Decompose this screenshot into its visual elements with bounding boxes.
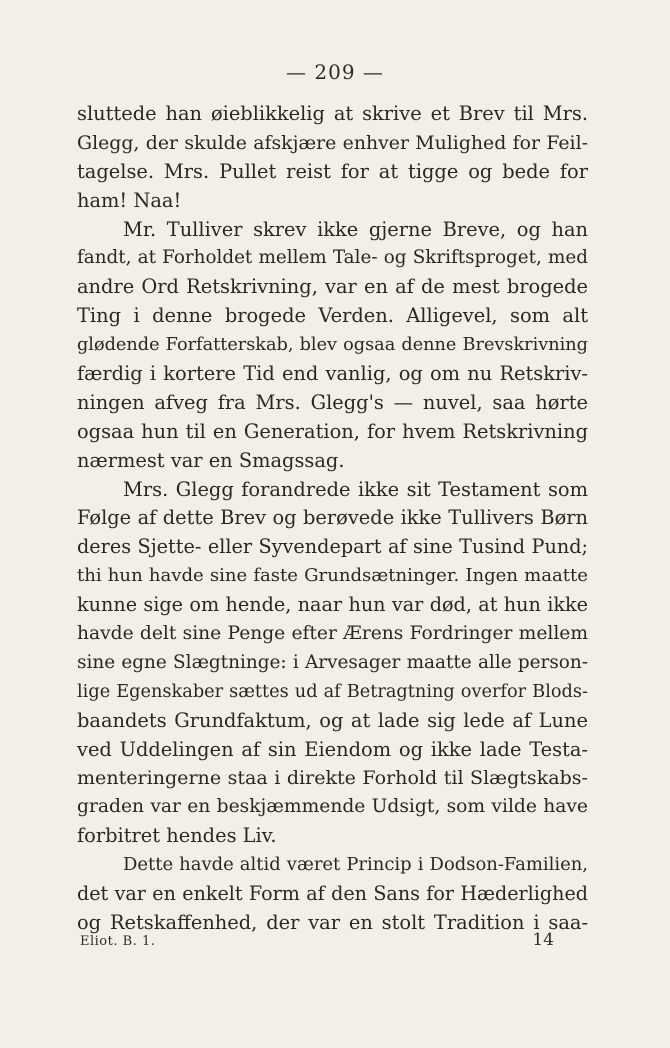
paragraph: [77, 100, 588, 216]
text-line: fandt, at Forholdet mellem Tale- og Skriftsproget, med: [77, 247, 588, 269]
text-line: tagelse. Mrs. Pullet reist for at tigge og bede for: [77, 159, 588, 183]
text-line: Ting i denne brogede Verden. Alligevel, som alt: [77, 304, 588, 328]
text-line: Mr. Tulliver skrev ikke gjerne Breve, og han: [123, 217, 588, 241]
page-number-header: — 209 —: [286, 60, 384, 84]
paragraph: [77, 851, 588, 938]
text-line: glødende Forfatterskab, blev ogsaa denne Brevskrivning: [77, 335, 588, 356]
page-footer: [77, 930, 588, 954]
text-line: Mrs. Glegg forandrede ikke sit Testament som: [123, 477, 588, 501]
text-line: deres Sjette- eller Syvendepart af sine Tusind Pund;: [77, 535, 588, 559]
text-line: og Retskaffenhed, der var en stolt Tradition i saa-: [77, 910, 588, 934]
text-line: Glegg, der skulde afskjære enhver Mulighed for Feil-: [77, 131, 588, 154]
paragraph: [77, 216, 588, 476]
paragraph: [77, 476, 588, 852]
text-line: færdig i kortere Tid end vanlig, og om nu Retskriv-: [77, 362, 588, 386]
text-line: Følge af dette Brev og berøvede ikke Tullivers Børn: [77, 506, 588, 530]
text-line: havde delt sine Penge efter Ærens Fordringer mellem: [77, 623, 588, 645]
text-line: forbitret hendes Liv.: [77, 824, 277, 848]
text-line: nærmest var en Smagssag.: [77, 448, 345, 472]
text-line: sluttede han øieblikkelig at skrive et Brev til Mrs.: [77, 102, 588, 125]
text-line: menteringerne staa i direkte Forhold til Slægtskabs-: [77, 767, 588, 790]
text-line: graden var en beskjæmmende Udsigt, som vilde have: [77, 796, 588, 818]
text-line: ningen afveg fra Mrs. Glegg's — nuvel, saa hørte: [77, 390, 588, 414]
text-line: det var en enkelt Form af den Sans for Hæderlighed: [77, 882, 588, 906]
text-line: kunne sige om hende, naar hun var død, at hun ikke: [77, 593, 588, 617]
printer-signature: Eliot. B. 1.: [80, 934, 156, 949]
text-line: ved Uddelingen af sin Eiendom og ikke lade Testa-: [77, 737, 588, 761]
body-text: [77, 100, 588, 938]
text-line: sine egne Slægtninge: i Arvesager maatte alle person-: [77, 651, 588, 673]
text-line: lige Egenskaber sættes ud af Betragtning overfor Blods-: [77, 681, 588, 702]
text-line: ham! Naa!: [77, 188, 182, 212]
text-line: andre Ord Retskrivning, var en af de mest brogede: [77, 275, 588, 299]
text-line: Dette havde altid været Princip i Dodson-Familien,: [123, 854, 588, 876]
text-line: thi hun havde sine faste Grundsætninger. Ingen maatte: [77, 565, 588, 587]
text-line: baandets Grundfaktum, og at lade sig lede af Lune: [77, 708, 588, 732]
text-line: ogsaa hun til en Generation, for hvem Retskrivning: [77, 419, 588, 443]
sheet-number: 14: [532, 930, 554, 950]
